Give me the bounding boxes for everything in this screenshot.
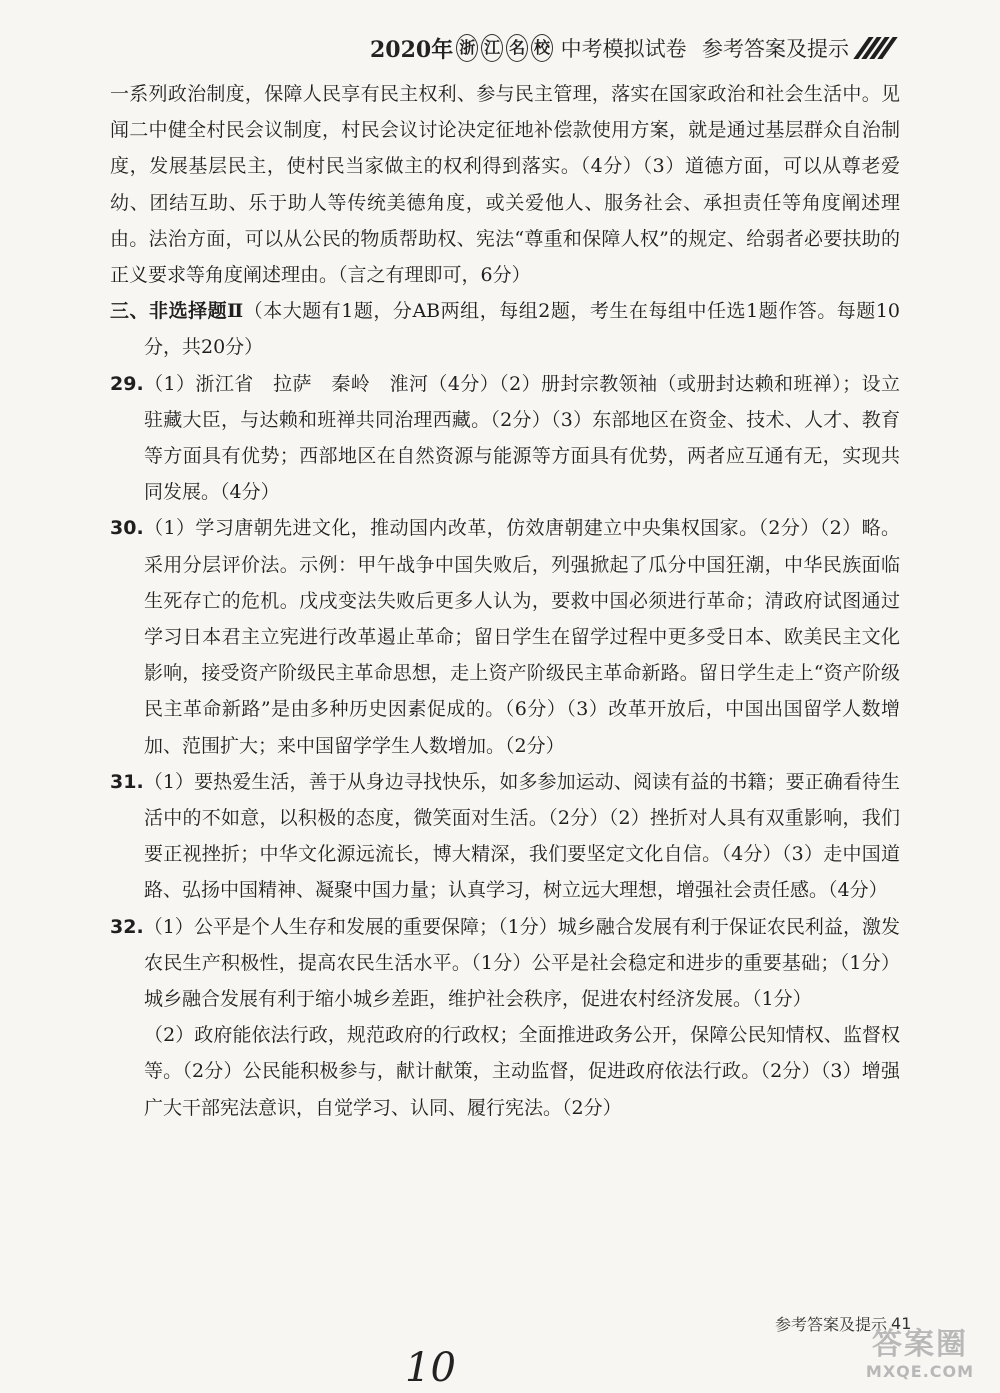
header-circled-char: 江 xyxy=(481,34,503,62)
section-description: （本大题有1题，分AB两组，每组2题，考生在每组中任选1题作答。每题10分，共20分） xyxy=(144,300,900,359)
answer-text: （1）浙江省 拉萨 秦岭 淮河（4分）（2）册封宗教领袖（或册封达赖和班禅）；设立驻藏大臣，与达赖和班禅共同治理西藏。（2分）（3）东部地区在资金、技术、人才、教育等方面具有优势；西部地区在自然资源与能源等方面具有优势，两者应互通有无，实现共同发展。（4分） xyxy=(143,372,900,504)
header-circled-char: 浙 xyxy=(456,34,478,62)
question-number: 29. xyxy=(110,372,144,395)
answer-item xyxy=(110,510,900,763)
answer-item xyxy=(110,764,900,909)
answer-content xyxy=(110,76,900,1126)
answer-text: （1）学习唐朝先进文化，推动国内改革，仿效唐朝建立中央集权国家。（2分）（2）略。采用分层评价法。示例：甲午战争中国失败后，列强掀起了瓜分中国狂潮，中华民族面临生死存亡的危机。戊戌变法失败后更多人认为，要救中国必须进行革命；清政府试图通过学习日本君主立宪进行改革遏止革命；留日学生在留学过程中更多受日本、欧美民主文化影响，接受资产阶级民主革命思想，走上资产阶级民主革命新路。留日学生走上“资产阶级民主革命新路”是由多种历史因素促成的。（6分）（3）改革开放后，中国出国留学人数增加、范围扩大；来中国留学学生人数增加。（2分） xyxy=(143,517,900,757)
answer-item xyxy=(110,909,900,1018)
answer-item xyxy=(110,366,900,511)
section-heading xyxy=(110,293,900,365)
header-series: 中考模拟试卷 xyxy=(560,37,687,61)
answer-text: （1）公平是个人生存和发展的重要保障；（1分）城乡融合发展有利于保证农民利益，激发农民生产积极性，提高农民生活水平。（1分）公平是社会稳定和进步的重要基础；（1分）城乡融合发展有利于缩小城乡差距，维护社会秩序，促进农村经济发展。（1分） xyxy=(143,915,900,1011)
question-number: 32. xyxy=(110,915,144,938)
intro-paragraph: 一系列政治制度，保障人民享有民主权利、参与民主管理，落实在国家政治和社会生活中。见闻二中健全村民会议制度，村民会议讨论决定征地补偿款使用方案，就是通过基层群众自治制度，发展基层民主，使村民当家做主的权利得到落实。（4分）（3）道德方面，可以从尊老爱幼、团结互助、乐于助人等传统美德角度，或关爱他人、服务社会、承担责任等角度阐述理由。法治方面，可以从公民的物质帮助权、宪法“尊重和保障人权”的规定、给弱者必要扶助的正义要求等角度阐述理由。（言之有理即可，6分） xyxy=(110,83,900,287)
question-number: 31. xyxy=(110,770,144,793)
header-slash-decoration-icon xyxy=(861,37,890,59)
watermark-main: 答案圈 xyxy=(872,1327,968,1362)
answer-continuation: （2）政府能依法行政，规范政府的行政权；全面推进政务公开，保障公民知情权、监督权等。（2分）公民能积极参与，献计献策，主动监督，促进政府依法行政。（2分）（3）增强广大干部宪法意识，自觉学习、认同、履行宪法。（2分） xyxy=(144,1024,900,1119)
answer-text: （1）要热爱生活，善于从身边寻找快乐，如多参加运动、阅读有益的书籍；要正确看待生活中的不如意，以积极的态度，微笑面对生活。（2分）（2）挫折对人具有双重影响，我们要正视挫折；中华文化源远流长，博大精深，我们要坚定文化自信。（4分）（3）走中国道路、弘扬中国精神、凝聚中国力量；认真学习，树立远大理想，增强社会责任感。（4分） xyxy=(143,770,900,902)
header-year: 2020年 xyxy=(370,36,454,63)
header-circled-char: 校 xyxy=(531,34,553,62)
header-circled-char: 名 xyxy=(506,34,528,62)
question-number: 30. xyxy=(110,517,144,540)
page-number: 41 xyxy=(891,1313,912,1333)
watermark-logo xyxy=(855,1327,985,1388)
footer-label: 参考答案及提示 xyxy=(775,1314,888,1334)
section-title: 三、非选择题Ⅱ xyxy=(110,300,244,323)
page-header xyxy=(370,30,890,66)
watermark-sub: MXQE.COM xyxy=(865,1362,975,1381)
header-section: 参考答案及提示 xyxy=(702,37,849,61)
handwritten-note: 10 xyxy=(405,1345,456,1391)
